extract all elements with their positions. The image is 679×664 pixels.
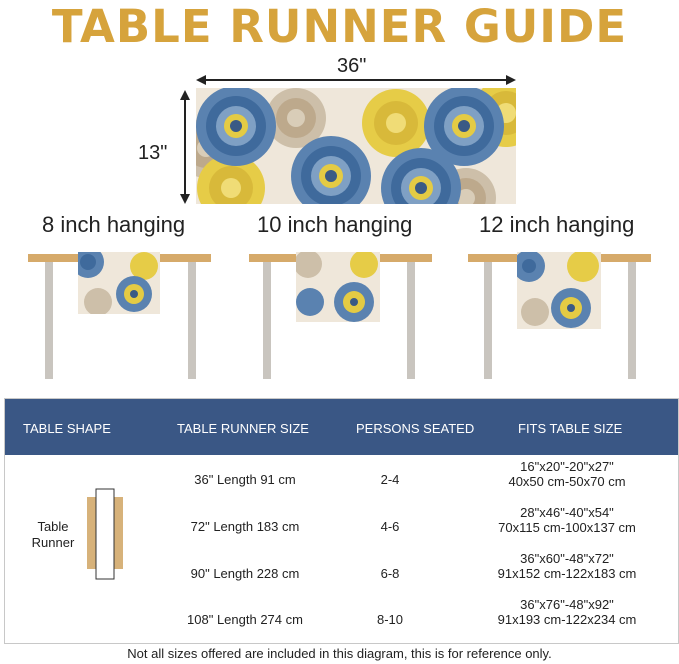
- fit-size-imperial: 16"x20"-20"x27": [520, 459, 614, 474]
- runner-size-cell: 36" Length 91 cm: [194, 472, 296, 487]
- runner-hanging-10: [296, 252, 380, 322]
- table-leg: [407, 262, 415, 379]
- header-table-shape: TABLE SHAPE: [23, 421, 111, 436]
- fit-size-metric: 91x193 cm-122x234 cm: [497, 612, 637, 627]
- table-leg: [263, 262, 271, 379]
- runner-hanging-12: [517, 252, 601, 329]
- persons-seated-cell: 8-10: [376, 612, 404, 627]
- size-table-header: [5, 399, 678, 455]
- width-label: 36": [337, 55, 367, 77]
- size-table: [4, 398, 679, 644]
- persons-seated-cell: 2-4: [380, 472, 400, 487]
- fit-size-imperial: 36"x76"-48"x92": [520, 597, 614, 612]
- shape-label-line1: Table: [37, 519, 69, 534]
- table-leg: [628, 262, 636, 379]
- guide-title: TABLE RUNNER GUIDE: [51, 0, 628, 53]
- hanging-label-8: 8 inch hanging: [42, 212, 186, 237]
- runner-size-cell: 108" Length 274 cm: [187, 612, 303, 627]
- table-leg: [45, 262, 53, 379]
- header-persons-seated: PERSONS SEATED: [356, 421, 475, 436]
- table-leg: [484, 262, 492, 379]
- reference-note: Not all sizes offered are included in this diagram, this is for reference only.: [127, 646, 552, 661]
- header-fits-table-size: FITS TABLE SIZE: [518, 421, 623, 436]
- header-runner-size: TABLE RUNNER SIZE: [177, 421, 309, 436]
- fit-size-metric: 91x152 cm-122x183 cm: [497, 566, 637, 581]
- hanging-label-10: 10 inch hanging: [257, 212, 413, 237]
- table-runner-shape-icon: [83, 487, 127, 581]
- persons-seated-cell: 4-6: [380, 519, 400, 534]
- fit-size-imperial: 36"x60"-48"x72": [520, 551, 614, 566]
- fit-size-metric: 70x115 cm-100x137 cm: [498, 520, 636, 535]
- height-label: 13": [138, 142, 168, 164]
- fit-size-imperial: 28"x46"-40"x54": [520, 505, 614, 520]
- runner-hanging-8: [78, 252, 160, 314]
- table-runner-image: [196, 88, 516, 204]
- fit-size-metric: 40x50 cm-50x70 cm: [508, 474, 626, 489]
- shape-label-line2: Runner: [31, 535, 75, 550]
- persons-seated-cell: 6-8: [380, 566, 400, 581]
- hanging-label-12: 12 inch hanging: [479, 212, 635, 237]
- table-leg: [188, 262, 196, 379]
- runner-size-cell: 72" Length 183 cm: [190, 519, 300, 534]
- runner-size-cell: 90" Length 228 cm: [190, 566, 300, 581]
